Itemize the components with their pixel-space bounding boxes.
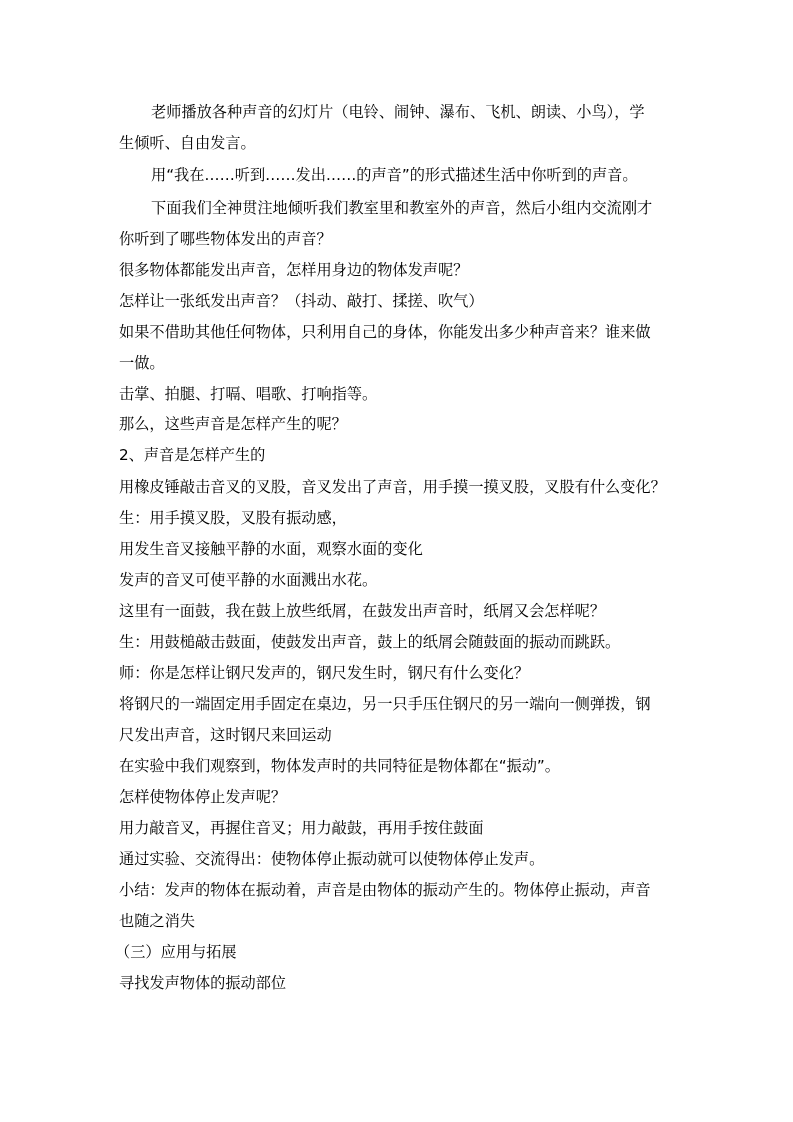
- paragraph-line: 用橡皮锤敲击音叉的叉股，音叉发出了声音，用手摸一摸叉股，叉股有什么变化？: [119, 478, 666, 496]
- paragraph-line: 通过实验、交流得出：使物体停止振动就可以使物体停止发声。: [119, 850, 545, 868]
- paragraph-line: 用“我在……听到……发出……的声音”的形式描述生活中你听到的声音。: [151, 166, 638, 184]
- paragraph-line: 击掌、拍腿、打嗝、唱歌、打响指等。: [119, 385, 378, 403]
- paragraph-line: 用发生音叉接触平静的水面，观察水面的变化: [119, 540, 423, 558]
- paragraph-line: 发声的音叉可使平静的水面溅出水花。: [119, 571, 378, 589]
- paragraph-line: 老师播放各种声音的幻灯片（电铃、闹钟、瀑布、飞机、朗读、小鸟），学: [151, 103, 645, 121]
- paragraph-line: 尺发出声音，这时钢尺来回运动: [119, 726, 332, 744]
- paragraph-line: 师：你是怎样让钢尺发声的，钢尺发生时，钢尺有什么变化？: [119, 664, 530, 682]
- paragraph-line: 很多物体都能发出声音，怎样用身边的物体发声呢？: [119, 261, 469, 279]
- paragraph-line: 你听到了哪些物体发出的声音？: [119, 230, 332, 248]
- paragraph-line: 生：用鼓槌敲击鼓面，使鼓发出声音，鼓上的纸屑会随鼓面的振动而跳跃。: [119, 633, 621, 651]
- paragraph-line: 用力敲音叉，再握住音叉；用力敲鼓，再用手按住鼓面: [119, 819, 484, 837]
- paragraph-line: 生倾听、自由发言。: [119, 134, 256, 152]
- paragraph-line: 生：用手摸叉股，叉股有振动感，: [119, 509, 347, 527]
- paragraph-line: 下面我们全神贯注地倾听我们教室里和教室外的声音，然后小组内交流刚才: [151, 199, 653, 217]
- paragraph-line: 寻找发声物体的振动部位: [119, 974, 287, 992]
- paragraph-line: 也随之消失: [119, 912, 195, 930]
- section-heading: （三）应用与拓展: [115, 943, 237, 961]
- paragraph-line: 一做。: [119, 354, 165, 372]
- paragraph-line: 这里有一面鼓，我在鼓上放些纸屑，在鼓发出声音时，纸屑又会怎样呢？: [119, 602, 605, 620]
- paragraph-line: 怎样让一张纸发出声音？（抖动、敲打、揉搓、吹气）: [119, 292, 484, 310]
- paragraph-line: 将钢尺的一端固定用手固定在桌边，另一只手压住钢尺的另一端向一侧弹拨，钢: [119, 695, 651, 713]
- paragraph-line: 怎样使物体停止发声呢？: [119, 788, 287, 806]
- paragraph-line: 那么，这些声音是怎样产生的呢？: [119, 415, 347, 433]
- paragraph-line: 在实验中我们观察到，物体发声时的共同特征是物体都在“振动”。: [119, 757, 560, 775]
- paragraph-line: 如果不借助其他任何物体，只利用自己的身体，你能发出多少种声音来？谁来做: [119, 323, 651, 341]
- section-heading: 2、声音是怎样产生的: [119, 446, 266, 464]
- paragraph-line: 小结：发声的物体在振动着，声音是由物体的振动产生的。物体停止振动，声音: [119, 881, 651, 899]
